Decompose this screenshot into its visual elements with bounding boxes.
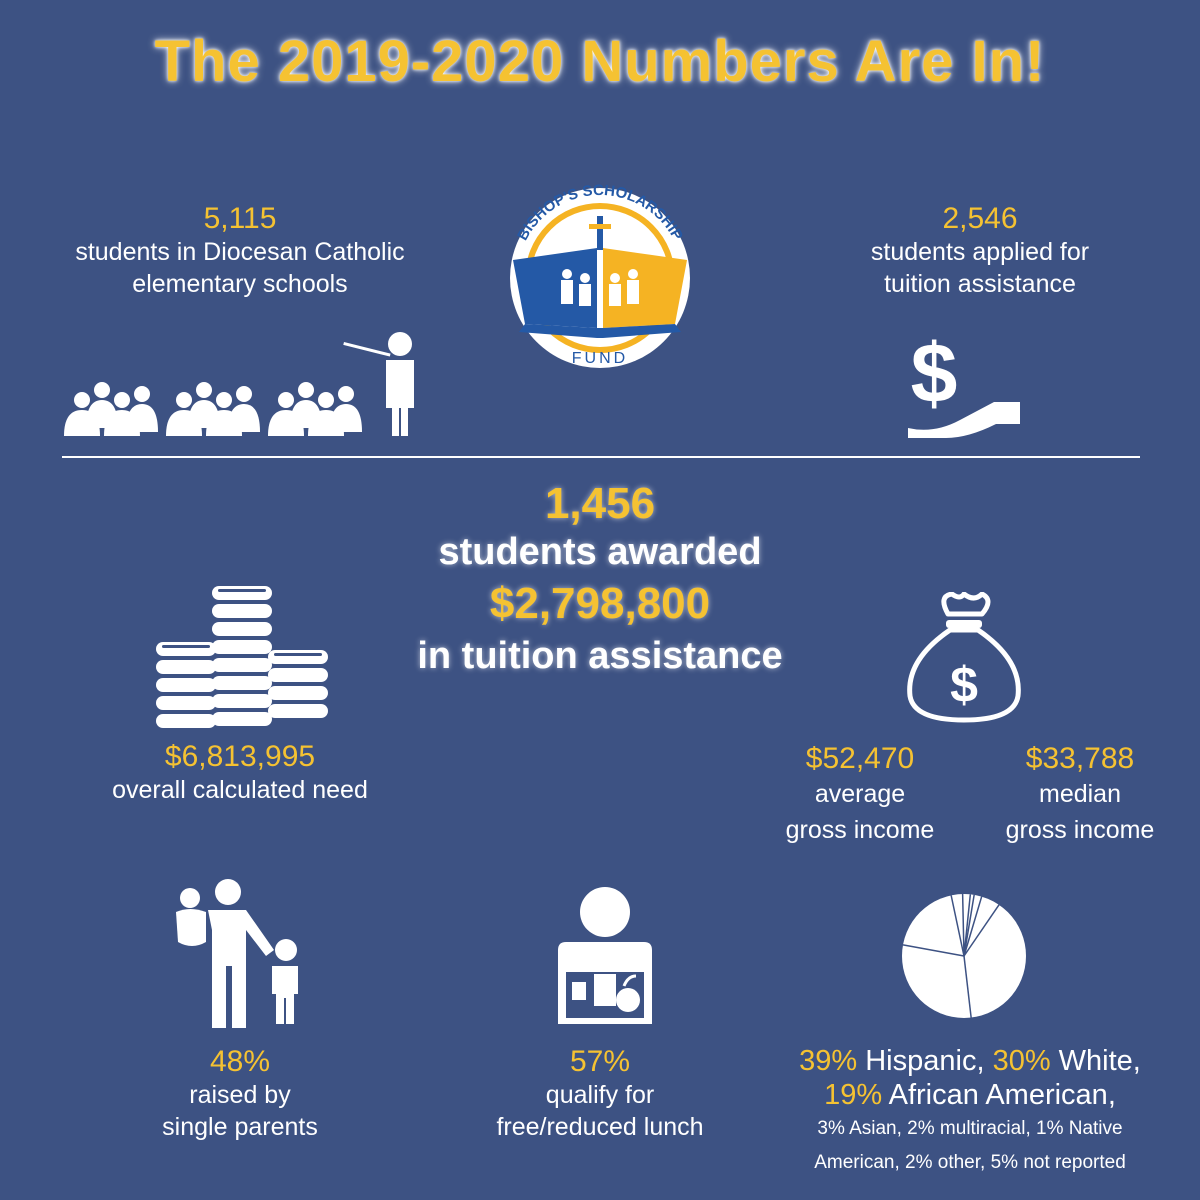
svg-text:$: $ [910,326,958,420]
hispanic-label: Hispanic, [857,1045,993,1077]
stat-awarded [350,480,850,680]
stat-label-line1: average [814,780,906,808]
stat-label-line2: gross income [785,816,935,844]
page-title: The 2019-2020 Numbers Are In! [154,29,1046,94]
stat-label-line2: in tuition assistance [417,635,783,677]
parent-children-icon [168,878,318,1028]
stat-number: 57% [569,1045,631,1078]
stat-students-total [40,202,440,300]
stat-number: 5,115 [203,202,277,235]
stat-number: $6,813,995 [164,740,316,773]
stat-lunch [450,1045,750,1143]
svg-text:BISHOP'S SCHOLARSHIP: BISHOP'S SCHOLARSHIP [514,181,686,244]
stat-label-line1: students in Diocesan Catholic [75,238,405,266]
stat-label-line1: students applied for [870,238,1090,266]
stat-label-line1: raised by [189,1081,291,1109]
african-american-label: African American, [882,1079,1116,1111]
student-lunch-icon [548,886,662,1026]
stat-amount: $2,798,800 [489,579,711,628]
stat-number: $52,470 [805,742,915,775]
african-american-percent: 19% [824,1079,883,1111]
stat-number: 2,546 [942,202,1018,235]
svg-text:$: $ [950,657,978,713]
scholarship-fund-logo [495,178,705,373]
stat-applied [780,202,1180,300]
stat-average-income [770,742,950,848]
stat-label: overall calculated need [112,776,368,804]
svg-text:FUND: FUND [571,350,629,367]
stat-label-line2: elementary schools [132,270,348,298]
stat-label-line2: single parents [162,1113,318,1141]
stat-single-parents [110,1045,370,1143]
stat-label-line1: students awarded [438,531,762,573]
stat-need [70,740,410,806]
money-bag-icon [904,592,1024,726]
stat-number: 48% [209,1045,271,1078]
stat-number: 1,456 [544,479,656,528]
section-divider [62,456,1140,458]
demographics-small-line1: 3% Asian, 2% multiracial, 1% Native [817,1118,1123,1139]
stat-label-line2: tuition assistance [884,270,1076,298]
demographics-breakdown [770,1044,1170,1180]
stat-label-line2: gross income [1005,816,1155,844]
stat-label-line1: median [1039,780,1121,808]
hand-dollar-icon [902,324,1028,440]
classroom-teacher-icon [60,328,440,440]
stat-number: $33,788 [1025,742,1135,775]
pie-chart-icon [898,890,1030,1022]
hispanic-percent: 39% [799,1045,858,1077]
white-label: White, [1050,1045,1141,1077]
stat-label-line2: free/reduced lunch [496,1113,704,1141]
stat-label-line1: qualify for [545,1081,655,1109]
stat-median-income [990,742,1170,848]
coin-stacks-icon [156,586,330,730]
white-percent: 30% [992,1045,1051,1077]
demographics-small-line2: American, 2% other, 5% not reported [814,1152,1126,1173]
